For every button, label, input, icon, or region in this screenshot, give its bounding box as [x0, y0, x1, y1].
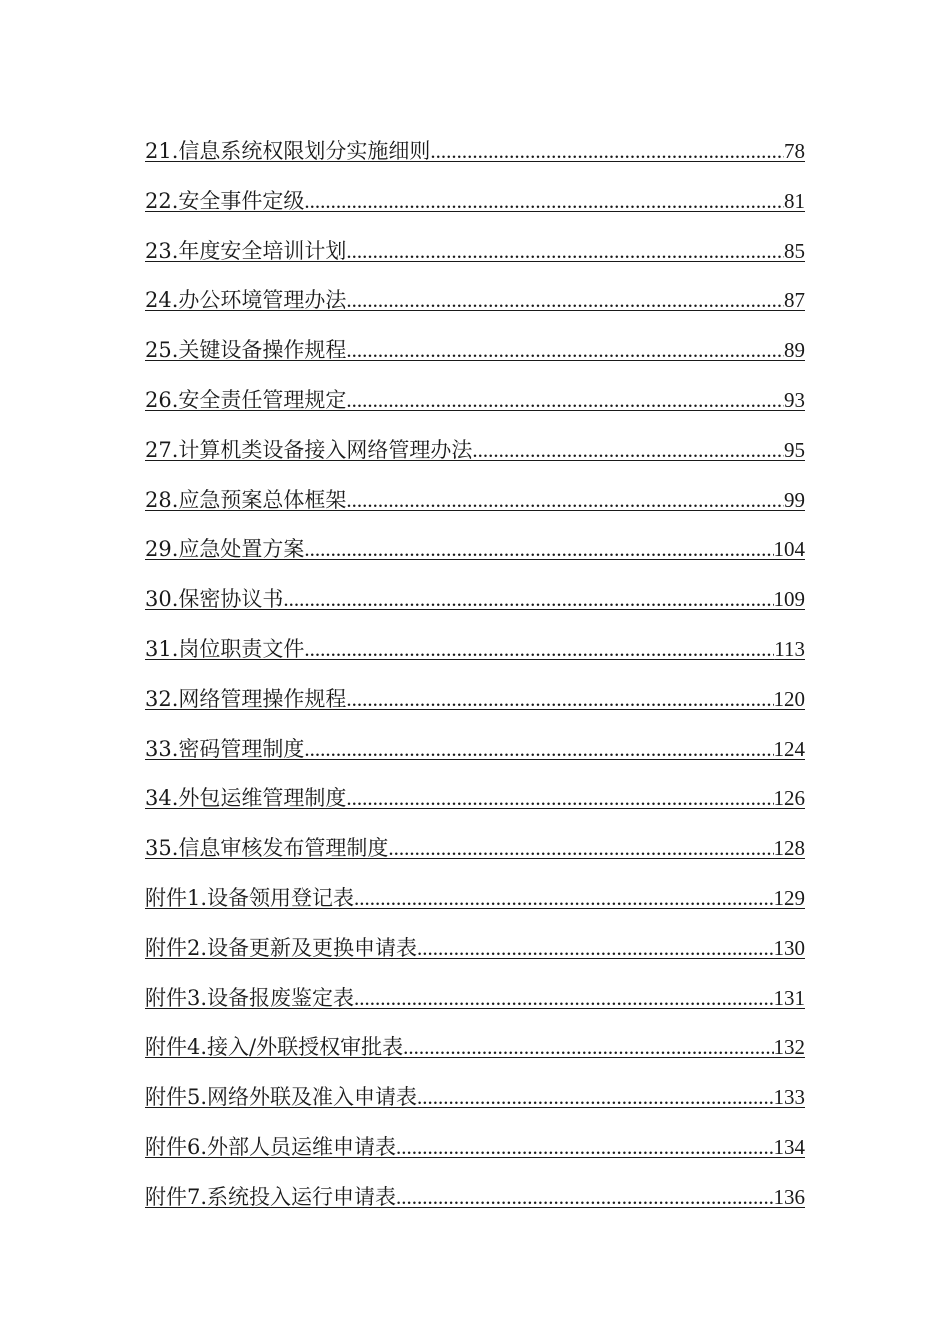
toc-entry[interactable] [145, 233, 805, 283]
toc-entry-title: 26.安全责任管理规定 [145, 387, 347, 412]
toc-entry-title: 21.信息系统权限划分实施细则 [145, 139, 431, 163]
toc-entry[interactable] [145, 1179, 805, 1229]
toc-entry-title: 23.年度安全培训计划 [145, 238, 347, 263]
toc-dot-leader [417, 1079, 773, 1115]
toc-entry-page: 126 [773, 786, 805, 811]
toc-dot-leader [346, 332, 784, 368]
toc-entry-title: 31.岗位职责文件 [145, 636, 305, 661]
toc-entry-title: 30.保密协议书 [145, 587, 284, 612]
toc-entry[interactable] [145, 581, 805, 631]
toc-entry-page: 128 [773, 836, 805, 861]
toc-dot-leader [403, 1029, 773, 1065]
toc-entry-title: 22.安全事件定级 [145, 188, 305, 213]
toc-dot-leader [396, 1129, 773, 1165]
toc-entry-page: 132 [773, 1035, 805, 1060]
toc-entry-title: 35.信息审核发布管理制度 [145, 836, 389, 861]
toc-entry-page: 133 [773, 1085, 805, 1110]
toc-dot-leader [396, 1179, 773, 1215]
toc-entry-page: 87 [784, 288, 805, 313]
toc-dot-leader [346, 382, 784, 418]
toc-entry-page: 113 [774, 636, 805, 661]
toc-entry-title: 附件2.设备更新及更换申请表 [145, 935, 418, 960]
toc-entry[interactable] [145, 731, 805, 781]
toc-dot-leader [304, 631, 774, 667]
toc-entry[interactable] [145, 980, 805, 1030]
toc-entry[interactable] [145, 282, 805, 332]
toc-entry[interactable] [145, 183, 805, 233]
toc-dot-leader [388, 830, 773, 866]
toc-entry-page: 95 [784, 437, 805, 462]
toc-dot-leader [430, 133, 784, 169]
toc-entry[interactable] [145, 1079, 805, 1129]
toc-dot-leader [354, 880, 773, 916]
toc-entry-title: 附件3.设备报废鉴定表 [145, 985, 355, 1010]
toc-entry-title: 32.网络管理操作规程 [145, 686, 347, 711]
toc-entry-title: 附件4.接入/外联授权审批表 [145, 1035, 404, 1060]
toc-entry-page: 99 [784, 487, 805, 512]
toc-entry-page: 85 [784, 238, 805, 263]
toc-dot-leader [304, 183, 784, 219]
toc-dot-leader [417, 930, 773, 966]
toc-entry-title: 27.计算机类设备接入网络管理办法 [145, 437, 473, 462]
toc-entry[interactable] [145, 482, 805, 532]
toc-dot-leader [346, 233, 784, 269]
toc-entry[interactable] [145, 382, 805, 432]
toc-entry-title: 附件1.设备领用登记表 [145, 885, 355, 910]
toc-entry-page: 134 [773, 1134, 805, 1159]
toc-dot-leader [304, 531, 773, 567]
toc-dot-leader [346, 282, 784, 318]
toc-dot-leader [346, 681, 773, 717]
toc-entry-title: 25.关键设备操作规程 [145, 338, 347, 363]
toc-entry-page: 104 [773, 537, 805, 562]
toc-entry[interactable] [145, 432, 805, 482]
toc-entry[interactable] [145, 830, 805, 880]
toc-dot-leader [346, 780, 773, 816]
toc-dot-leader [304, 731, 773, 767]
toc-dot-leader [354, 980, 773, 1016]
toc-entry-title: 33.密码管理制度 [145, 736, 305, 761]
toc-entry-page: 93 [784, 387, 805, 412]
table-of-contents [145, 133, 805, 1229]
toc-dot-leader [472, 432, 784, 468]
toc-entry[interactable] [145, 1029, 805, 1079]
toc-entry[interactable] [145, 631, 805, 681]
toc-entry-title: 附件5.网络外联及准入申请表 [145, 1085, 418, 1110]
toc-entry-title: 24.办公环境管理办法 [145, 288, 347, 313]
toc-entry-page: 109 [773, 587, 805, 612]
toc-entry[interactable] [145, 780, 805, 830]
toc-entry-title: 29.应急处置方案 [145, 537, 305, 562]
toc-entry[interactable] [145, 531, 805, 581]
toc-dot-leader [346, 482, 784, 518]
toc-entry-title: 附件6.外部人员运维申请表 [145, 1134, 397, 1159]
toc-entry-page: 136 [773, 1184, 805, 1209]
toc-entry-page: 124 [773, 736, 805, 761]
toc-entry[interactable] [145, 133, 805, 183]
toc-entry[interactable] [145, 681, 805, 731]
toc-dot-leader [283, 581, 773, 617]
toc-entry[interactable] [145, 880, 805, 930]
toc-entry-page: 130 [773, 935, 805, 960]
toc-entry[interactable] [145, 332, 805, 382]
toc-entry-page: 131 [773, 985, 805, 1010]
toc-entry-title: 34.外包运维管理制度 [145, 786, 347, 811]
toc-entry-page: 78 [784, 139, 805, 163]
toc-entry-title: 28.应急预案总体框架 [145, 487, 347, 512]
toc-entry-page: 89 [784, 338, 805, 363]
toc-entry-page: 120 [773, 686, 805, 711]
toc-entry-page: 129 [773, 885, 805, 910]
toc-entry[interactable] [145, 930, 805, 980]
toc-entry-page: 81 [784, 188, 805, 213]
toc-entry[interactable] [145, 1129, 805, 1179]
toc-entry-title: 附件7.系统投入运行申请表 [145, 1184, 397, 1209]
